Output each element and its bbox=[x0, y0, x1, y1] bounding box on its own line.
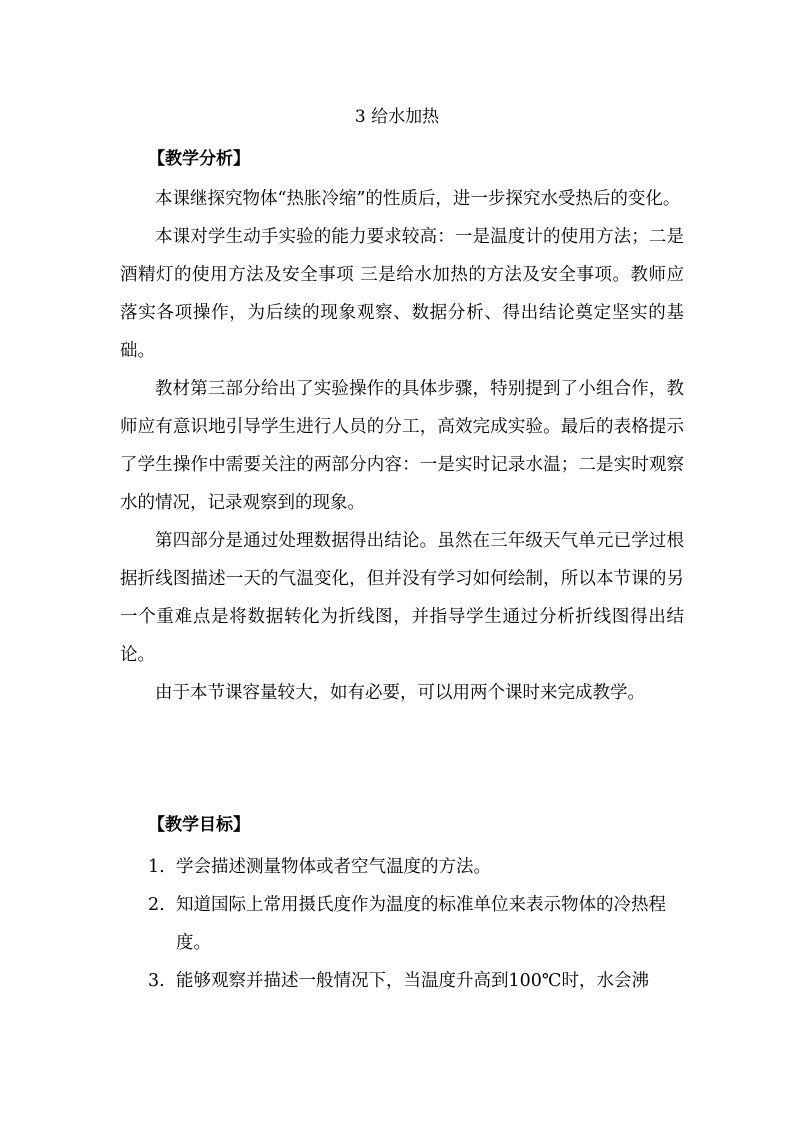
paragraph: 第四部分是通过处理数据得出结论。虽然在三年级天气单元已学过根据折线图描述一天的气温变化，但并没有学习如何绘制，所以本节课的另一个重难点是将数据转化为折线图，并指导学生通过分析折线图得出结论。 bbox=[120, 531, 684, 665]
goal-number: 3. bbox=[148, 971, 165, 991]
paragraph: 本课对学生动手实验的能力要求较高：一是温度计的使用方法；二是酒精灯的使用方法及安全事项 三是给水加热的方法及安全事项。教师应落实各项操作，为后续的现象观察、数据分析、得出结论奠定坚实的基础。 bbox=[120, 227, 684, 361]
goal-item bbox=[148, 848, 684, 886]
paragraph: 由于本节课容量较大，如有必要，可以用两个课时来完成教学。 bbox=[155, 683, 645, 703]
goal-number: 2. bbox=[148, 895, 165, 915]
document-title: 3 给水加热 bbox=[354, 107, 440, 127]
goal-text: 知道国际上常用摄氏度作为温度的标准单位来表示物体的冷热程度。 bbox=[176, 895, 666, 953]
section-heading-analysis: 【教学分析】 bbox=[148, 149, 250, 169]
section-heading-goals: 【教学目标】 bbox=[148, 815, 250, 835]
goal-number: 1. bbox=[148, 857, 165, 877]
paragraph: 本课继探究物体“热胀冷缩”的性质后，进一步探究水受热后的变化。 bbox=[155, 189, 681, 209]
goals-list bbox=[148, 848, 684, 1000]
goal-text: 能够观察并描述一般情况下，当温度升高到100℃时，水会沸 bbox=[176, 971, 649, 991]
goal-item bbox=[148, 886, 684, 962]
paragraph: 教材第三部分给出了实验操作的具体步骤，特别提到了小组合作，教师应有意识地引导学生进行人员的分工，高效完成实验。最后的表格提示了学生操作中需要关注的两部分内容：一是实时记录水温；二是实时观察水的情况，记录观察到的现象。 bbox=[120, 379, 684, 513]
goal-text: 学会描述测量物体或者空气温度的方法。 bbox=[176, 857, 491, 877]
goal-item bbox=[148, 962, 684, 1000]
analysis-body bbox=[120, 180, 684, 712]
